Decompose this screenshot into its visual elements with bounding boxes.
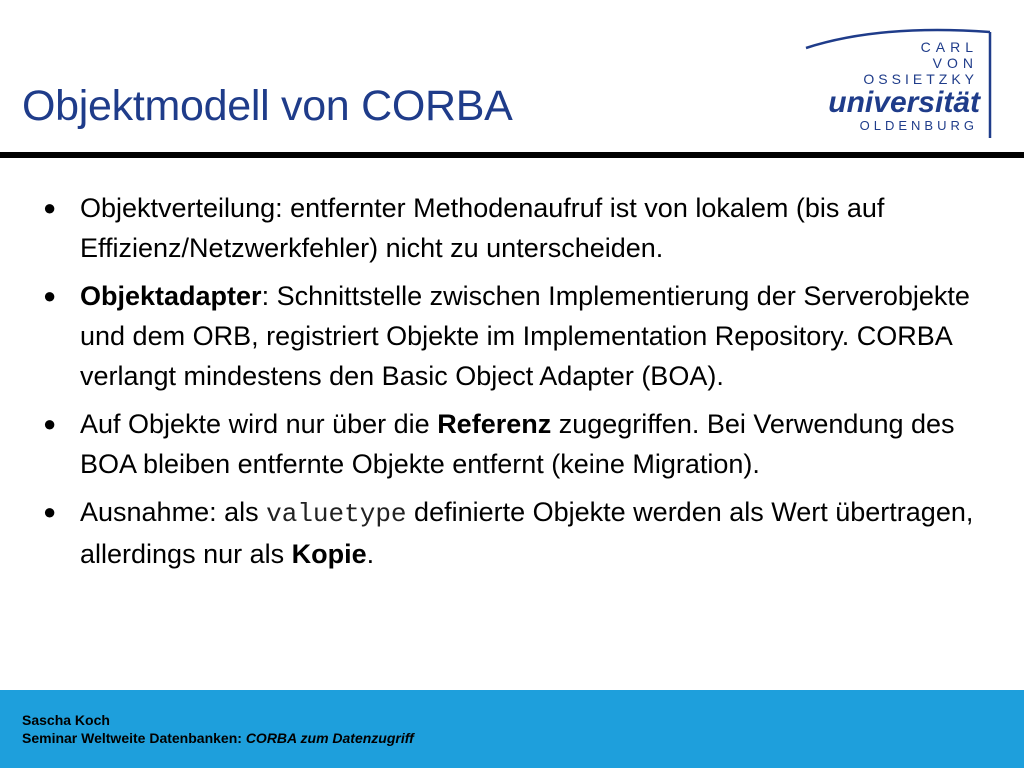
logo-universitaet: universität — [828, 86, 980, 119]
bullet-icon: ● — [43, 195, 57, 220]
bullet-text: Objektverteilung: entfernter Methodenaufruf ist von lokalem (bis auf Effizienz/Netzwerkfehler) nicht zu unterscheiden. — [80, 193, 885, 263]
bullet-icon: ● — [43, 499, 57, 524]
bullet-item — [40, 404, 1005, 484]
bullet-bold-term: Kopie — [291, 539, 367, 569]
slide-title: Objektmodell von CORBA — [22, 82, 513, 130]
logo-von: VON — [932, 55, 978, 71]
bullet-text-mid: definierte Objekte werden als Wert übertragen, allerdings nur als — [80, 497, 974, 569]
bullet-item — [40, 492, 1005, 574]
bullet-icon: ● — [43, 283, 57, 308]
bullet-text-pre: Auf Objekte wird nur über die — [80, 409, 438, 439]
bullet-list — [40, 188, 1005, 582]
title-divider — [0, 152, 1024, 158]
bullet-bold-term: Objektadapter — [80, 281, 262, 311]
bullet-item — [40, 188, 1005, 268]
footer-bar — [0, 690, 1024, 768]
footer-seminar-line — [22, 730, 414, 746]
bullet-text: : Schnittstelle zwischen Implementierung der Serverobjekte und dem ORB, registriert Objekte im Implementation Repository. CORBA verlangt mindestens den Basic Object Adapter (BOA). — [80, 281, 970, 391]
footer-author: Sascha Koch — [22, 712, 110, 728]
bullet-text-post: zugegriffen. Bei Verwendung des BOA bleiben entfernte Objekte entfernt (keine Migration). — [80, 409, 955, 479]
bullet-text-post: . — [366, 539, 375, 569]
bullet-text-pre: Ausnahme: als — [80, 497, 267, 527]
footer-seminar: Seminar Weltweite Datenbanken: — [22, 730, 246, 746]
logo-ossietzky: OSSIETZKY — [863, 71, 978, 87]
footer-topic: CORBA zum Datenzugriff — [245, 730, 414, 746]
logo-oldenburg: OLDENBURG — [859, 118, 978, 133]
bullet-code: valuetype — [266, 499, 407, 529]
bullet-icon: ● — [43, 411, 57, 436]
bullet-bold-term: Referenz — [437, 409, 552, 439]
university-logo — [800, 24, 1000, 142]
bullet-item — [40, 276, 1005, 396]
logo-carl: CARL — [920, 39, 978, 55]
